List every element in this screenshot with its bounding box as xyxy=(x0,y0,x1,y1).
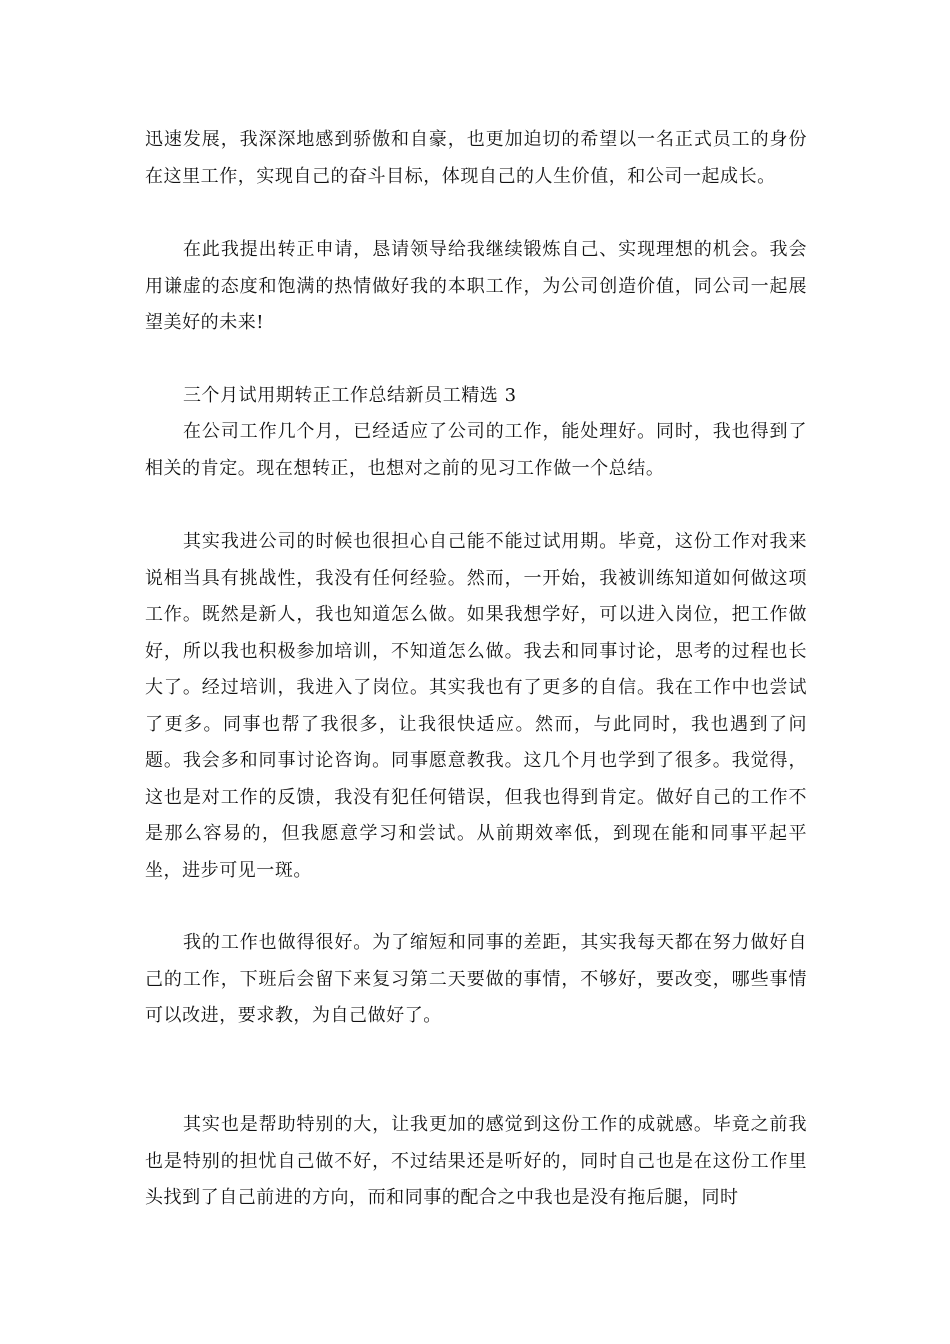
paragraph-continued-growth: 迅速发展，我深深地感到骄傲和自豪，也更加迫切的希望以一名正式员工的身份在这里工作，实现自己的奋斗目标，体现自己的人生价值，和公司一起成长。 xyxy=(145,129,807,187)
paragraph-probation-experience: 其实我进公司的时候也很担心自己能不能过试用期。毕竟，这份工作对我来说相当具有挑战性，我没有任何经验。然而，一开始，我被训练知道如何做这项工作。既然是新人，我也知道怎么做。如果我想学好，可以进入岗位，把工作做好，所以我也积极参加培训，不知道怎么做。我去和同事讨论，思考的过程也长大了。经过培训，我进入了岗位。其实我也有了更多的自信。我在工作中也尝试了更多。同事也帮了我很多，让我很快适应。然而，与此同时，我也遇到了问题。我会多和同事讨论咨询。同事愿意教我。这几个月也学到了很多。我觉得，这也是对工作的反馈，我没有犯任何错误，但我也得到肯定。做好自己的工作不是那么容易的，但我愿意学习和尝试。从前期效率低，到现在能和同事平起平坐，进步可见一斑。 xyxy=(145,531,807,881)
section-heading: 三个月试用期转正工作总结新员工精选 3 xyxy=(183,385,517,406)
paragraph-work-performance: 我的工作也做得很好。为了缩短和同事的差距，其实我每天都在努力做好自己的工作，下班后会留下来复习第二天要做的事情，不够好，要改变，哪些事情可以改进，要求教，为自己做好了。 xyxy=(145,932,807,1026)
paragraph-application-request: 在此我提出转正申请，恳请领导给我继续锻炼自己、实现理想的机会。我会用谦虚的态度和饱满的热情做好我的本职工作，为公司创造价值，同公司一起展望美好的未来! xyxy=(145,239,807,333)
paragraph-sense-of-achievement: 其实也是帮助特别的大，让我更加的感觉到这份工作的成就感。毕竟之前我也是特别的担忧自己做不好，不过结果还是听好的，同时自己也是在这份工作里头找到了自己前进的方向，而和同事的配合之中我也是没有拖后腿，同时 xyxy=(145,1114,807,1208)
paragraph-introduction: 在公司工作几个月，已经适应了公司的工作，能处理好。同时，我也得到了相关的肯定。现在想转正，也想对之前的见习工作做一个总结。 xyxy=(145,421,807,479)
